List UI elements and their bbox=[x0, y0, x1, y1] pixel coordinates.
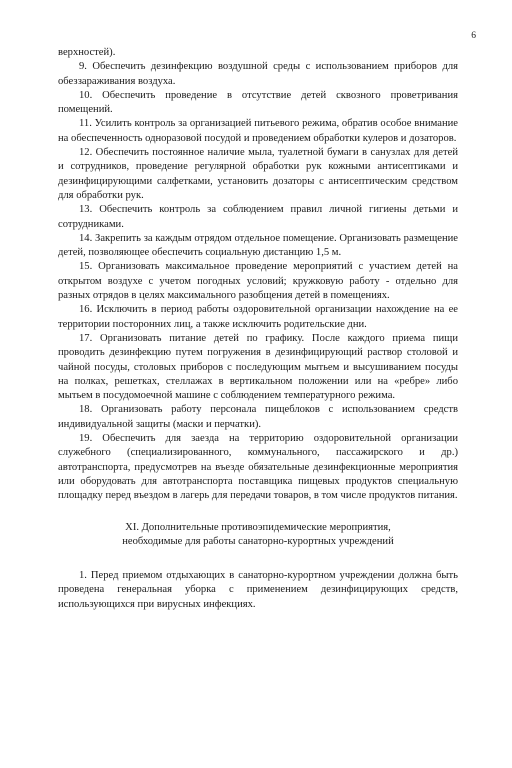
paragraph-item-19: 19. Обеспечить для заезда на территорию оздоровительной организации служебного (специализированного, коммунального, пассажирского и др.) автотранспорта, предусмотрев на въезде обязательные дезинфекционные мероприятия или оборудовать для автотранспорта поставщика пищевых продуктов специальную площадку перед въездом в лагерь для передачи товаров, в том числе продуктов питания. bbox=[58, 433, 458, 502]
paragraph-item-18: 18. Организовать работу персонала пищеблоков с использованием средств индивидуальной защиты (маски и перчатки). bbox=[58, 404, 458, 430]
paragraph-item-9: 9. Обеспечить дезинфекцию воздушной среды с использованием приборов для обеззараживания воздуха. bbox=[58, 61, 458, 87]
section-heading-line-2: необходимые для работы санаторно-курортных учреждений bbox=[122, 535, 394, 547]
paragraph-item-11: 11. Усилить контроль за организацией питьевого режима, обратив особое внимание на обеспеченность одноразовой посудой и проведением обработки кулеров и дозаторов. bbox=[58, 118, 458, 144]
paragraph-item-16: 16. Исключить в период работы оздоровительной организации нахождение на ее территории посторонних лиц, а также исключить родительские дни. bbox=[58, 304, 458, 330]
page-number: 6 bbox=[471, 31, 476, 41]
paragraph-item-12: 12. Обеспечить постоянное наличие мыла, туалетной бумаги в санузлах для детей и сотрудников, проведение регулярной обработки рук кожными антисептиками и дезинфицирующими салфетками, установить дозаторы с антисептическим средством для обработки рук. bbox=[58, 147, 458, 201]
section-heading-line-1: XI. Дополнительные противоэпидемические мероприятия, bbox=[125, 521, 391, 533]
paragraph-section-item-1: 1. Перед приемом отдыхающих в санаторно-курортном учреждении должна быть проведена генеральная уборка с применением дезинфицирующих средств, использующихся при вирусных инфекциях. bbox=[58, 570, 458, 610]
section-heading bbox=[58, 521, 458, 550]
paragraph-item-10: 10. Обеспечить проведение в отсутствие детей сквозного проветривания помещений. bbox=[58, 89, 458, 116]
paragraph-continuation: верхностей). bbox=[58, 47, 116, 58]
paragraph-item-13: 13. Обеспечить контроль за соблюдением правил личной гигиены детьми и сотрудниками. bbox=[58, 204, 458, 230]
page-content bbox=[58, 46, 458, 612]
paragraph-item-14: 14. Закрепить за каждым отрядом отдельное помещение. Организовать размещение детей, позволяющее обеспечить социальную дистанцию 1,5 м. bbox=[58, 232, 458, 259]
paragraph-item-15: 15. Организовать максимальное проведение мероприятий с участием детей на открытом воздухе с учетом погодных условий; кружковую работу - отдельно для разных отрядов в целях максимального разобщения детей в помещениях. bbox=[58, 261, 458, 302]
paragraph-item-17: 17. Организовать питание детей по графику. После каждого приема пищи проводить дезинфекцию путем погружения в дезинфицирующий раствор столовой и чайной посуды, столовых приборов с последующим мытьем и высушиванием посуды на полках, решетках, стеллажах в вертикальном положении или на «ребре» либо мытьем в посудомоечной машине с соблюдением температурного режима. bbox=[58, 332, 458, 402]
